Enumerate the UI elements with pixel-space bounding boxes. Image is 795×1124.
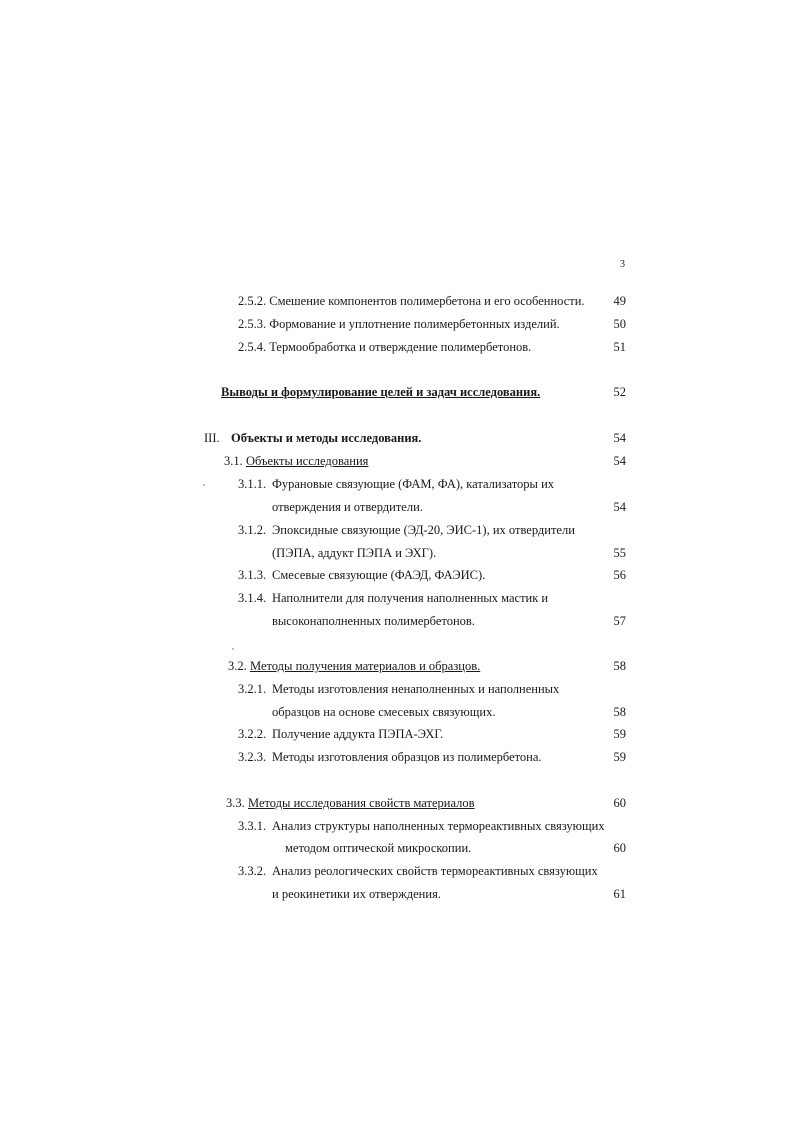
toc-num-3-3-2: 3.3.2. (238, 864, 267, 878)
toc-entry-2-5-4: 2.5.4. Термообработка и отверждение полимербетонов. (238, 340, 532, 354)
toc-entry-3-1-4: Наполнители для получения наполненных мастик и (272, 591, 549, 605)
toc-page-3-2-1: 58 (613, 705, 626, 719)
toc-page-3-3-1: 60 (613, 841, 626, 855)
toc-entry-3-3-2: Анализ реологических свойств термореактивных связующих (272, 864, 598, 878)
toc-entry-3-1-4-cont: высоконаполненных полимербетонов. (272, 614, 475, 628)
toc-entry-3-1: Объекты исследования (246, 454, 369, 468)
toc-num-3-3-1: 3.3.1. (238, 819, 267, 833)
toc-page-2-5-3: 50 (613, 317, 626, 331)
toc-page-3-1-1: 54 (613, 500, 626, 514)
toc-entry-3-1-2: Эпоксидные связующие (ЭД-20, ЭИС-1), их отвердители (272, 523, 575, 537)
toc-num-3-1-3: 3.1.3. (238, 568, 267, 582)
page-number: 3 (620, 259, 625, 270)
toc-num-3-2-2: 3.2.2. (238, 727, 267, 741)
toc-entry-3-1-3: Смесевые связующие (ФАЭД, ФАЭИС). (272, 568, 486, 582)
toc-entry-3-2-1-cont: образцов на основе смесевых связующих. (272, 705, 496, 719)
toc-entry-3-1-2-cont: (ПЭПА, аддукт ПЭПА и ЭХГ). (272, 546, 437, 560)
toc-entry-3-1-1-cont: отверждения и отвердители. (272, 500, 423, 514)
toc-entry-2-5-3: 2.5.3. Формование и уплотнение полимербетонных изделий. (238, 317, 560, 331)
toc-entry-3-2-3: Методы изготовления образцов из полимербетона. (272, 750, 542, 764)
toc-num-3-2-3: 3.2.3. (238, 750, 267, 764)
toc-num-3-1: 3.1. (224, 454, 243, 468)
toc-page-3-1: 54 (613, 454, 626, 468)
toc-num-3-3: 3.3. (226, 796, 245, 810)
toc-page-chapter-3: 54 (613, 431, 626, 445)
scan-speck (203, 484, 205, 486)
toc-num-3-2-1: 3.2.1. (238, 682, 267, 696)
toc-page-conclusions: 52 (613, 385, 626, 399)
toc-page-3-1-3: 56 (613, 568, 626, 582)
toc-page-3-2: 58 (613, 659, 626, 673)
toc-page-2-5-4: 51 (613, 340, 626, 354)
toc-entry-3-3-1: Анализ структуры наполненных термореактивных связующих (272, 819, 605, 833)
toc-entry-3-2: Методы получения материалов и образцов. (250, 659, 481, 673)
toc-page-3-1-4: 57 (613, 614, 626, 628)
toc-page-3-3: 60 (613, 796, 626, 810)
toc-num-3-1-2: 3.1.2. (238, 523, 267, 537)
toc-entry-3-2-2: Получение аддукта ПЭПА-ЭХГ. (272, 727, 444, 741)
toc-entry-chapter-3: Объекты и методы исследования. (231, 431, 422, 445)
toc-entry-3-2-1: Методы изготовления ненаполненных и наполненных (272, 682, 560, 696)
toc-num-3-2: 3.2. (228, 659, 247, 673)
toc-entry-3-3-1-cont: методом оптической микроскопии. (285, 841, 472, 855)
toc-page-3-2-2: 59 (613, 727, 626, 741)
toc-page-3-3-2: 61 (613, 887, 626, 901)
toc-num-3-1-1: 3.1.1. (238, 477, 267, 491)
scan-speck (232, 648, 234, 650)
toc-page-3-1-2: 55 (613, 546, 626, 560)
toc-chapter-num: III. (204, 431, 220, 445)
toc-page-3-2-3: 59 (613, 750, 626, 764)
toc-entry-3-1-1: Фурановые связующие (ФАМ, ФА), катализаторы их (272, 477, 555, 491)
toc-entry-3-3: Методы исследования свойств материалов (248, 796, 475, 810)
toc-page-2-5-2: 49 (613, 294, 626, 308)
toc-entry-conclusions: Выводы и формулирование целей и задач исследования. (221, 385, 541, 399)
toc-entry-2-5-2: 2.5.2. Смешение компонентов полимербетона и его особенности. (238, 294, 585, 308)
toc-entry-3-3-2-cont: и реокинетики их отверждения. (272, 887, 441, 901)
toc-num-3-1-4: 3.1.4. (238, 591, 267, 605)
